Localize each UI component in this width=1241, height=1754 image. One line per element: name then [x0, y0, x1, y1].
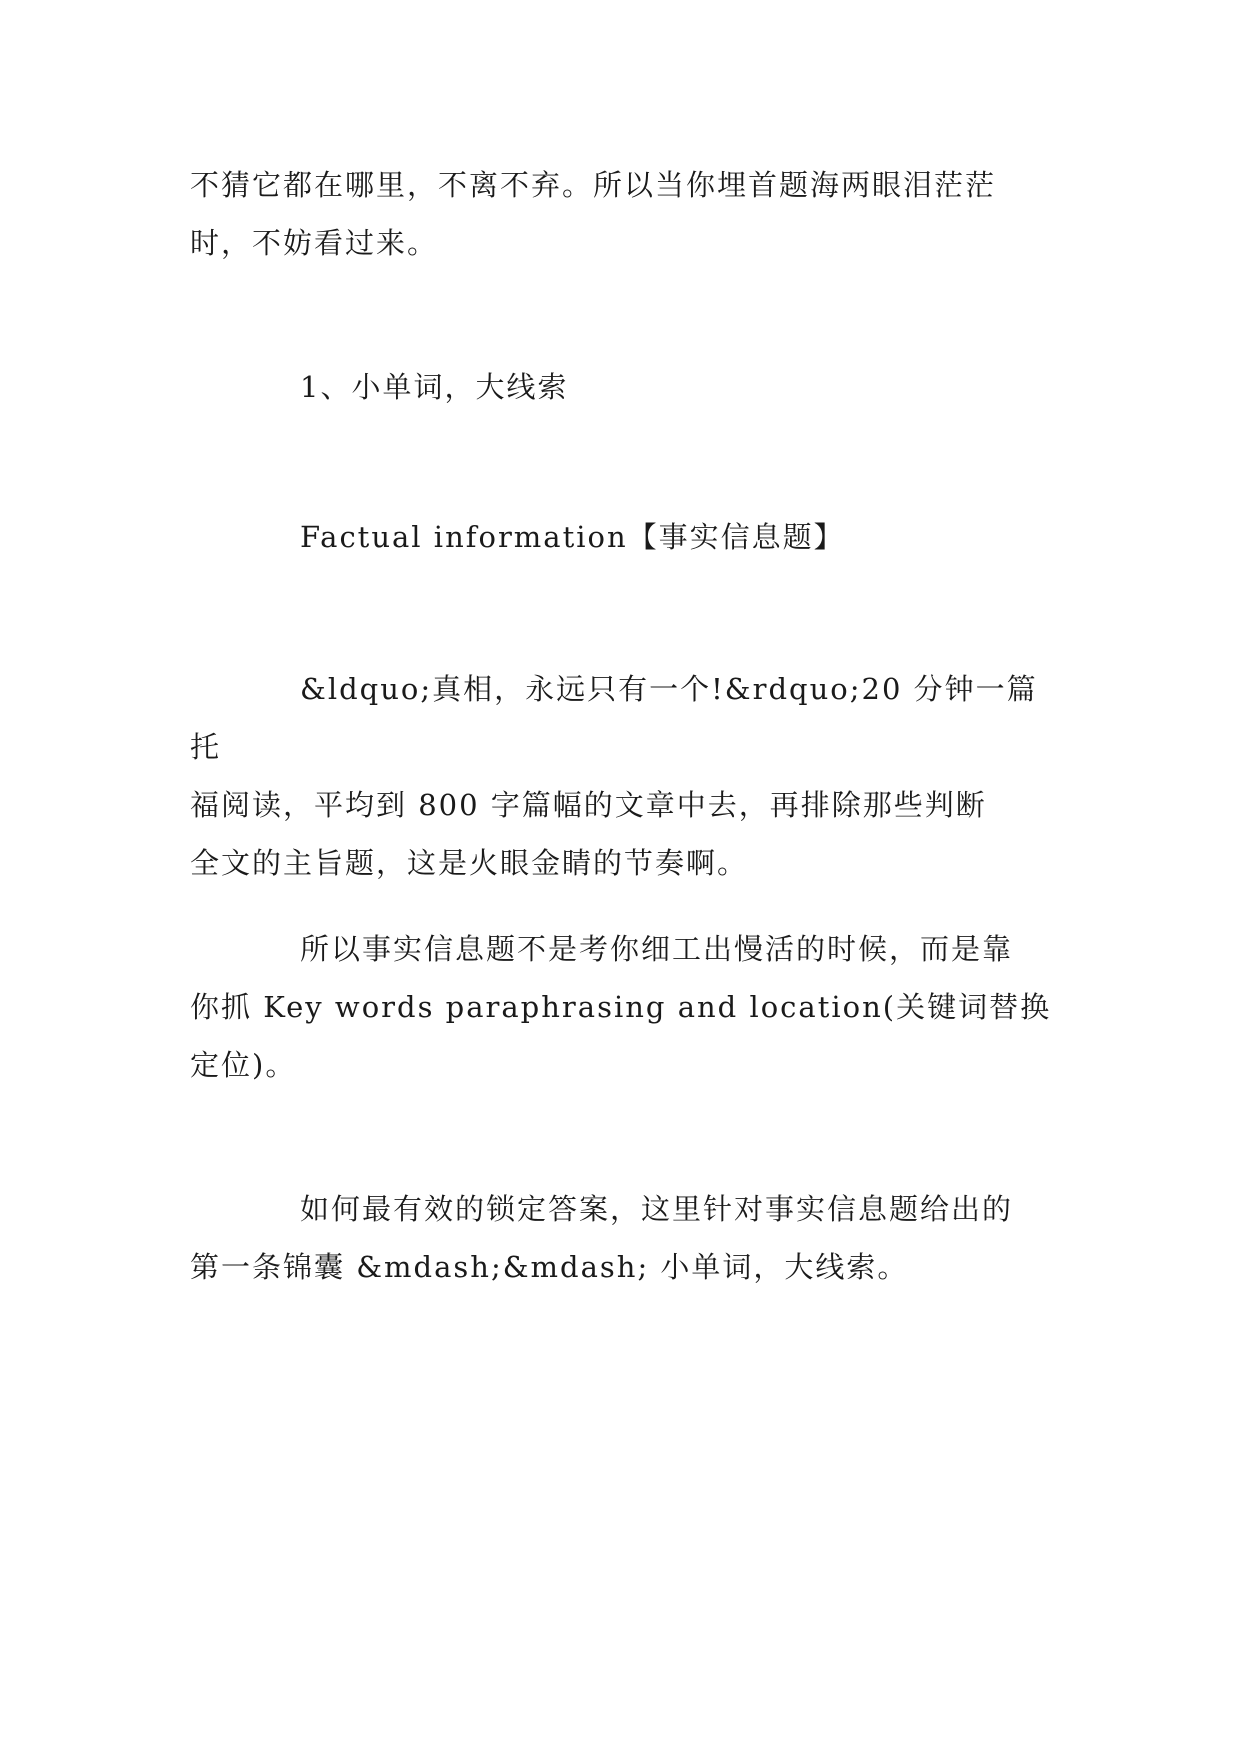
- paragraph-tip: [190, 1180, 1056, 1296]
- text-line: 所以事实信息题不是考你细工出慢活的时候，而是靠: [300, 932, 1014, 966]
- text-line: &ldquo;真相，永远只有一个!&rdquo;20 分钟一篇托: [190, 672, 1038, 764]
- section-heading: [190, 358, 1056, 416]
- subsection-heading: [190, 508, 1056, 566]
- paragraph-keywords: [190, 920, 1056, 1094]
- text-line: 时，不妨看过来。: [190, 226, 439, 260]
- text-line: 不猜它都在哪里，不离不弃。所以当你埋首题海两眼泪茫茫: [190, 168, 997, 202]
- text-line: Factual information【事实信息题】: [300, 520, 845, 554]
- text-line: 福阅读，平均到 800 字篇幅的文章中去，再排除那些判断: [190, 788, 987, 822]
- text-line: 你抓 Key words paraphrasing and location(关键词替换: [190, 990, 1052, 1024]
- paragraph-truth: [190, 660, 1056, 892]
- paragraph-intro-continued: [190, 156, 1056, 272]
- text-line: 如何最有效的锁定答案，这里针对事实信息题给出的: [300, 1192, 1014, 1226]
- text-line: 1、小单词，大线索: [300, 370, 569, 404]
- text-line: 第一条锦囊 &mdash;&mdash; 小单词，大线索。: [190, 1250, 909, 1284]
- text-line: 定位)。: [190, 1048, 297, 1082]
- text-line: 全文的主旨题，这是火眼金睛的节奏啊。: [190, 846, 749, 880]
